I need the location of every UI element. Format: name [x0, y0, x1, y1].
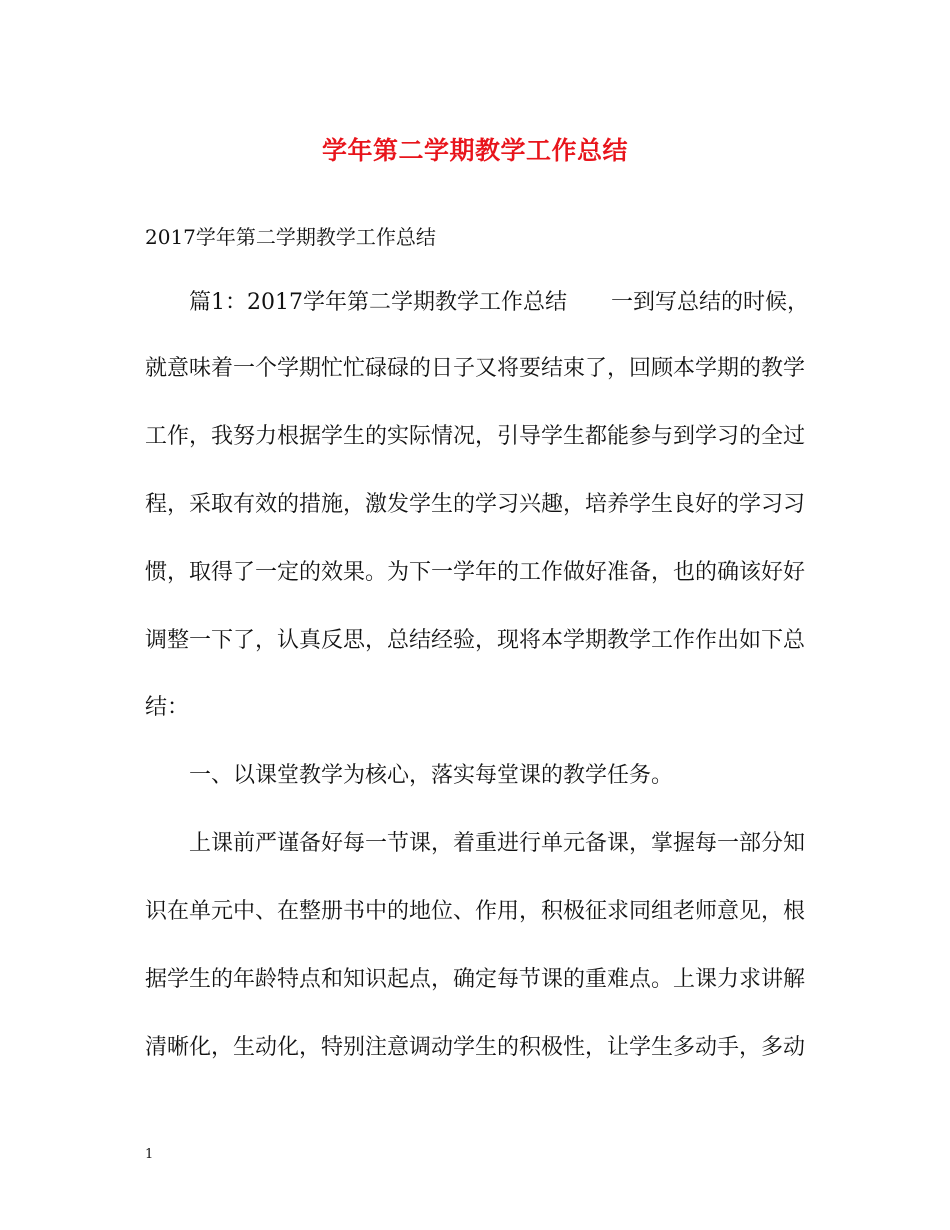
paragraph-opening: 一到写总结的时候， — [611, 290, 810, 315]
paragraph-line: 就意味着一个学期忙忙碌碌的日子又将要结束了，回顾本学期的教学 — [145, 356, 806, 381]
page-number: 1 — [145, 1147, 154, 1162]
paragraph-line: 工作，我努力根据学生的实际情况，引导学生都能参与到学习的全过 — [145, 424, 806, 449]
paragraph-line: 上课前严谨备好每一节课，着重进行单元备课，掌握每一部分知 — [189, 831, 806, 856]
article-label: 篇1：2017学年第二学期教学工作总结 — [189, 290, 567, 315]
document-title: 学年第二学期教学工作总结 — [321, 136, 628, 165]
paragraph-line: 结： — [145, 695, 190, 720]
paragraph-line — [189, 288, 810, 318]
paragraph-line: 程，采取有效的措施，激发学生的学习兴趣，培养学生良好的学习习 — [145, 492, 806, 517]
document-subtitle: 2017学年第二学期教学工作总结 — [145, 225, 436, 249]
paragraph-line: 据学生的年龄特点和知识起点，确定每节课的重难点。上课力求讲解 — [145, 967, 806, 992]
paragraph-line: 识在单元中、在整册书中的地位、作用，积极征求同组老师意见，根 — [145, 899, 806, 924]
paragraph-line: 惯，取得了一定的效果。为下一学年的工作做好准备，也的确该好好 — [145, 560, 806, 585]
paragraph-line: 调整一下了，认真反思，总结经验，现将本学期教学工作作出如下总 — [145, 628, 806, 653]
section-heading: 一、以课堂教学为核心，落实每堂课的教学任务。 — [189, 763, 674, 788]
paragraph-line: 清晰化，生动化，特别注意调动学生的积极性，让学生多动手，多动 — [145, 1035, 806, 1060]
